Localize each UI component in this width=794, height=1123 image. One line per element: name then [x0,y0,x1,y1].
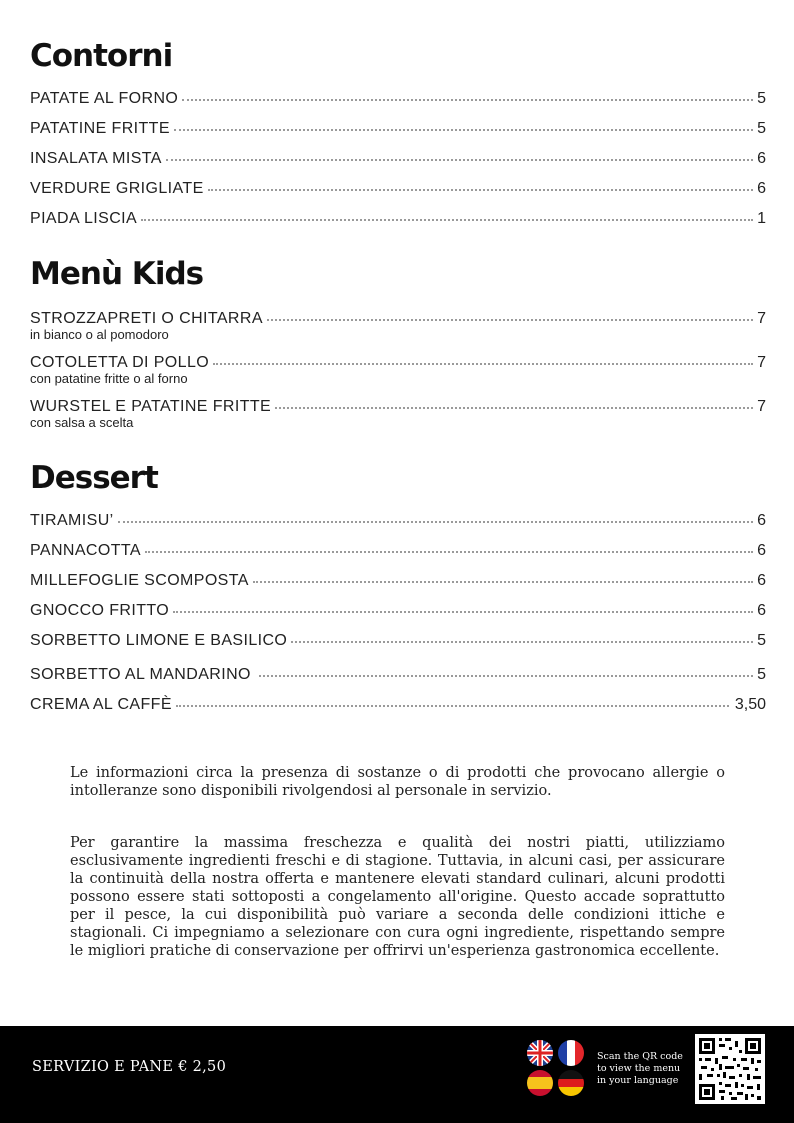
item-name: WURSTEL E PATATINE FRITTE [30,398,272,415]
scan-text-line: in your language [597,1075,679,1086]
item-name: VERDURE GRIGLIATE [30,180,204,197]
section-title-kids: Menù Kids [30,256,204,292]
scan-text-line: Scan the QR code [597,1051,683,1062]
item-price: 6 [757,150,766,167]
item-name: TIRAMISU’ [30,512,114,529]
dot-leader [166,158,753,161]
menu-item [30,354,766,385]
item-price: 5 [757,632,766,649]
service-charge: SERVIZIO E PANE € 2,50 [32,1059,227,1075]
menu-item [30,150,766,168]
dot-leader [291,640,753,643]
item-price: 7 [757,354,766,371]
dot-leader [174,128,753,131]
menu-item [30,572,766,590]
dot-leader [253,580,753,583]
uk-flag-icon[interactable] [527,1040,553,1066]
item-name: GNOCCO FRITTO [30,602,170,619]
item-price: 5 [757,666,766,683]
germany-flag-icon[interactable] [558,1070,584,1096]
item-price: 6 [757,572,766,589]
item-price: 6 [757,180,766,197]
qr-code-icon[interactable] [695,1034,765,1104]
item-price: 6 [757,602,766,619]
dot-leader [275,406,753,409]
item-name: PATATE AL FORNO [30,90,179,107]
item-price: 7 [757,310,766,327]
dot-leader [208,188,753,191]
france-flag-icon[interactable] [558,1040,584,1066]
menu-item [30,310,766,341]
dot-leader [182,98,753,101]
menu-item [30,120,766,138]
item-name: PANNACOTTA [30,542,141,559]
item-description: con patatine fritte o al forno [30,371,188,386]
item-price: 6 [757,542,766,559]
dot-leader [145,550,753,553]
item-name: COTOLETTA DI POLLO [30,354,210,371]
item-name: SORBETTO AL MANDARINO [30,666,251,683]
item-description: con salsa a scelta [30,415,134,430]
menu-item [30,90,766,108]
item-price: 1 [757,210,766,227]
spain-flag-icon[interactable] [527,1070,553,1096]
dot-leader [141,218,753,221]
scan-qr-text [597,1051,692,1087]
item-price: 7 [757,398,766,415]
dot-leader [259,674,753,677]
menu-item [30,180,766,198]
item-name: PIADA LISCIA [30,210,138,227]
item-price: 3,50 [734,696,766,713]
item-price: 5 [757,90,766,107]
section-title-dessert: Dessert [30,460,158,496]
section-title-contorni: Contorni [30,38,173,74]
item-price: 6 [757,512,766,529]
scan-text-line: to view the menu [597,1063,681,1074]
menu-item [30,512,766,530]
menu-item [30,632,766,650]
menu-item [30,602,766,620]
menu-item [30,666,766,684]
menu-item [30,210,766,228]
dot-leader [118,520,753,523]
menu-item [30,398,766,429]
item-name: SORBETTO LIMONE E BASILICO [30,632,288,649]
dot-leader [173,610,753,613]
dot-leader [267,318,753,321]
item-name: PATATINE FRITTE [30,120,170,137]
allergen-notice: Le informazioni circa la presenza di sostanze o di prodotti che provocano allergie o intolleranze sono disponibili rivolgendosi al personale in servizio. [70,765,725,799]
item-description: in bianco o al pomodoro [30,327,169,342]
dot-leader [213,362,753,365]
item-name: CREMA AL CAFFÈ [30,696,172,713]
item-name: INSALATA MISTA [30,150,162,167]
item-name: STROZZAPRETI O CHITARRA [30,310,263,327]
dot-leader [176,704,729,707]
item-name: MILLEFOGLIE SCOMPOSTA [30,572,249,589]
item-price: 5 [757,120,766,137]
menu-item [30,542,766,560]
menu-item [30,696,766,714]
freshness-notice: Per garantire la massima freschezza e qualità dei nostri piatti, utilizziamo esclusivamente ingredienti freschi e di stagione. Tuttavia, in alcuni casi, per assicurare la continuità della nostra offerta e mantenere elevati standard culinari, alcuni prodotti possono essere stati sottoposti a congelamento all'origine. Questo accade soprattutto per il pesce, la cui disponibilità può variare a seconda delle condizioni ittiche e stagionali. Ci impegniamo a selezionare con cura ogni ingrediente, rispettando sempre le migliori pratiche di conservazione per offrirvi un'esperienza gastronomica eccellente. [70,835,725,959]
footer-bar [0,1026,794,1123]
